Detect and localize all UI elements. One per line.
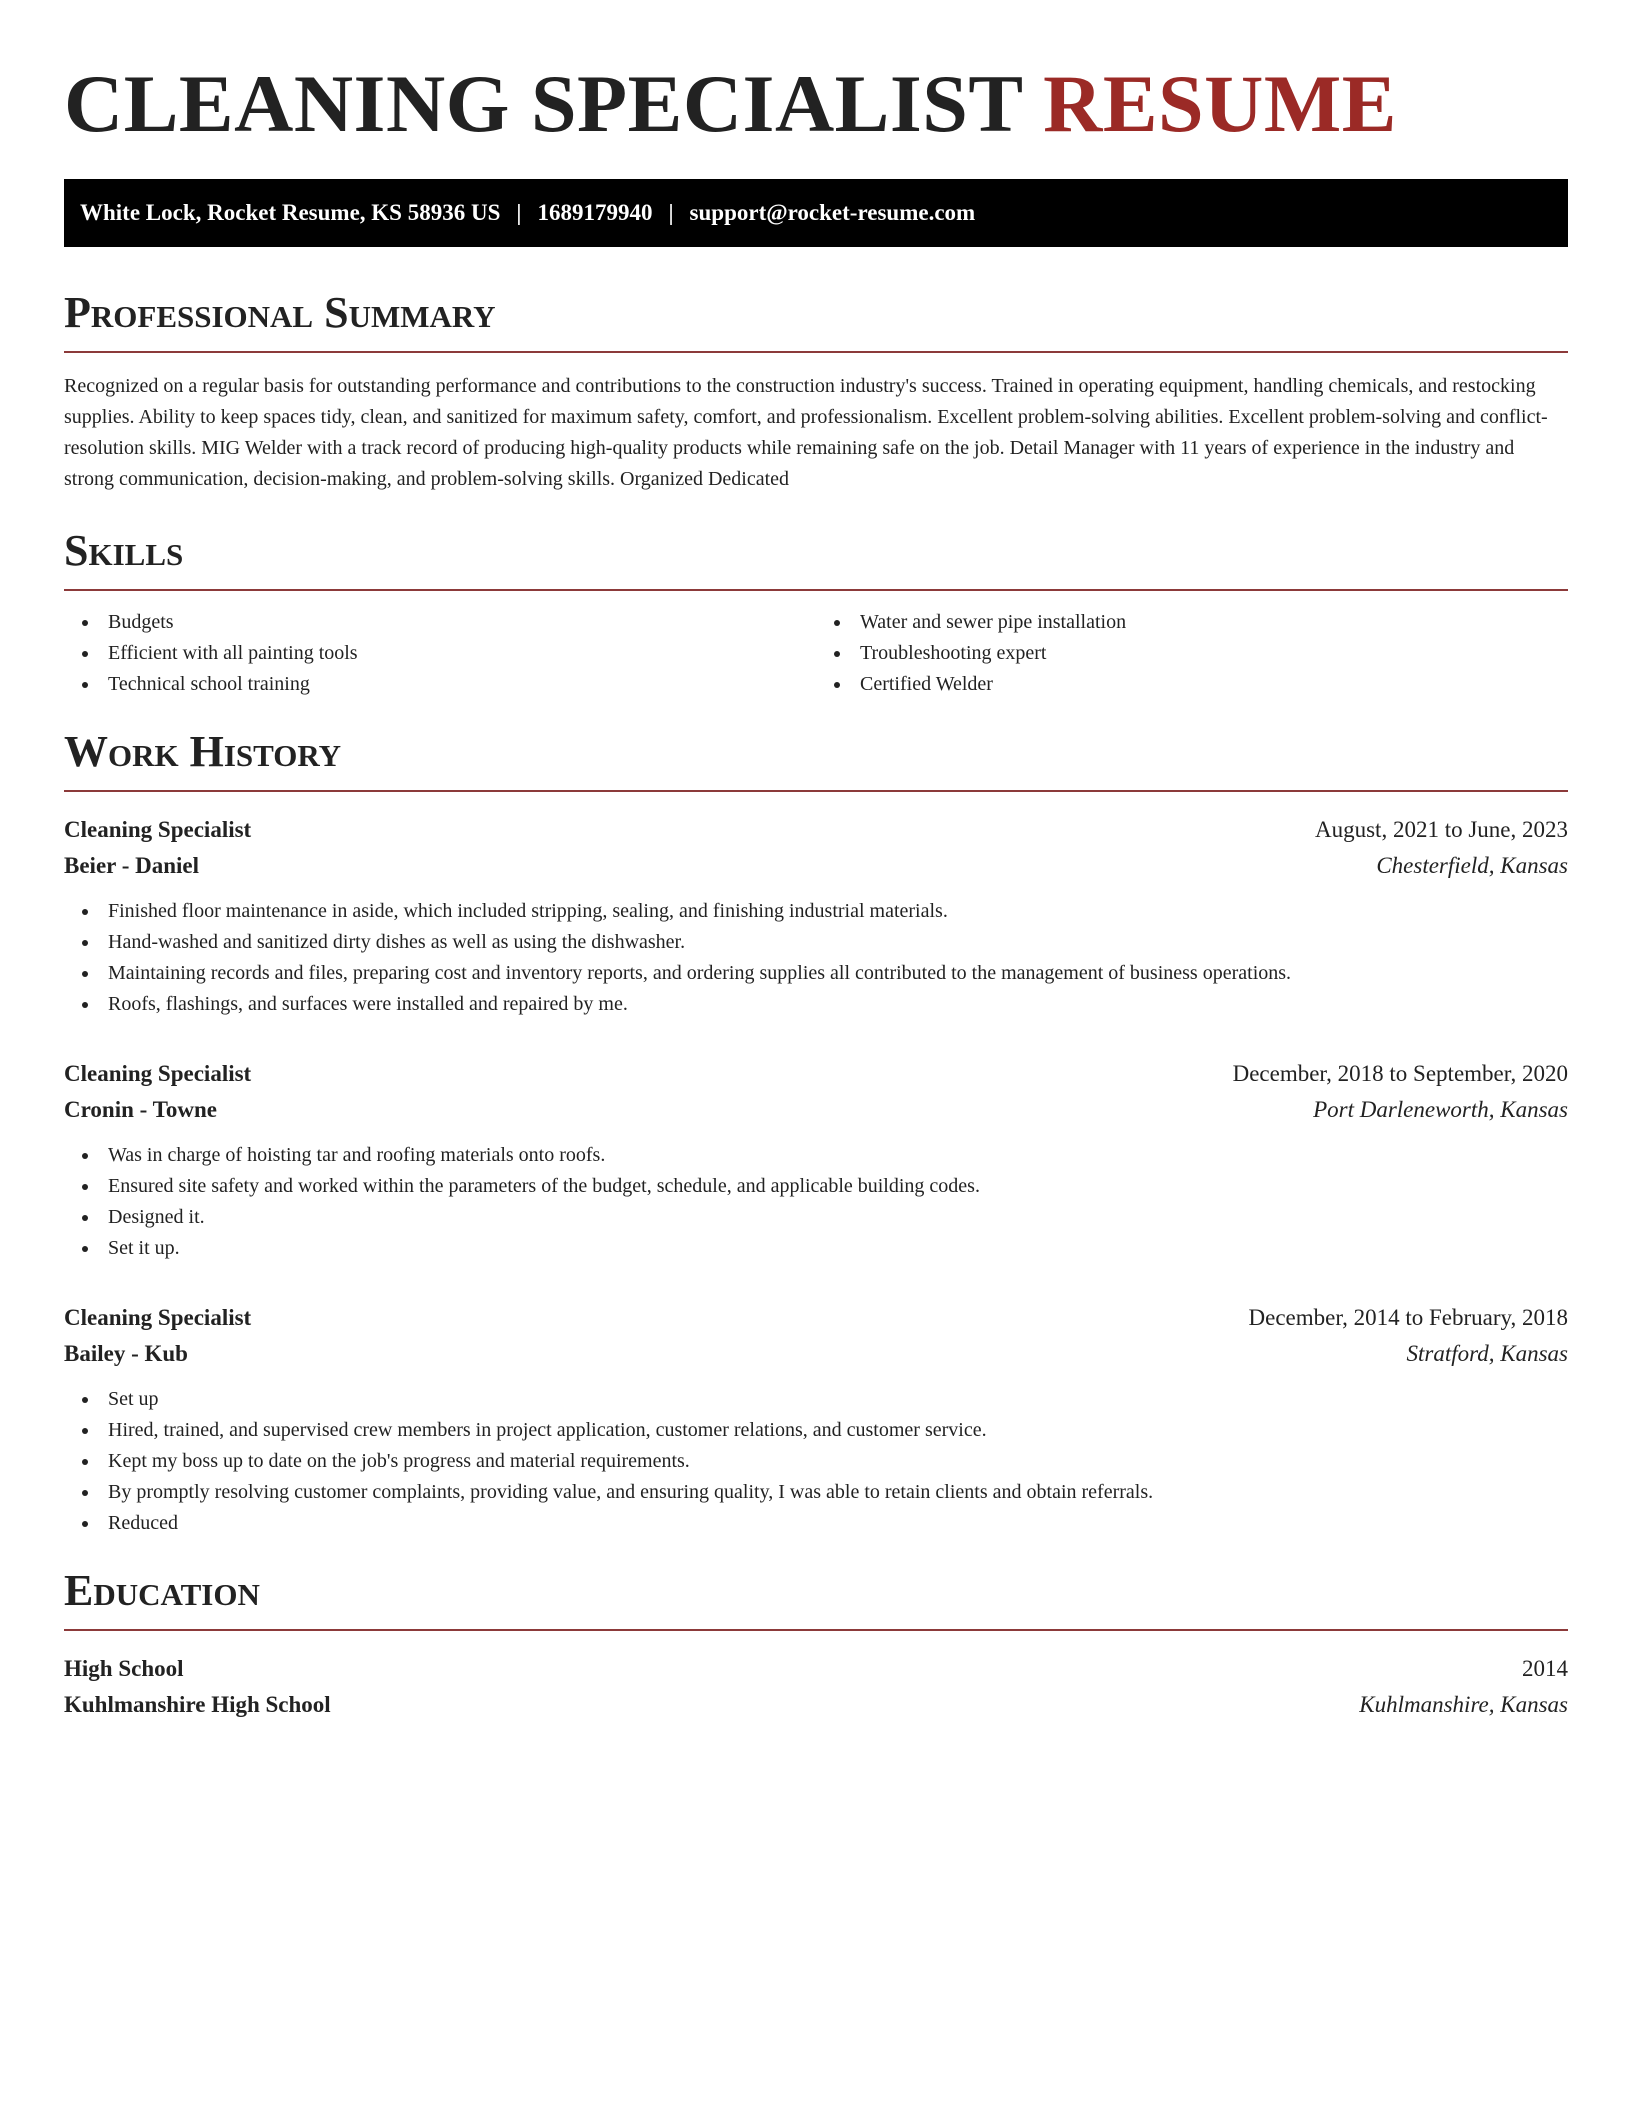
job-dates: December, 2014 to February, 2018 [1248, 1305, 1568, 1330]
skills-grid [64, 607, 1568, 700]
job-bullet: Ensured site safety and worked within the parameters of the budget, schedule, and applicable building codes. [64, 1171, 1568, 1202]
job-bullet: Kept my boss up to date on the job's progress and material requirements. [64, 1446, 1568, 1477]
skill-item: Certified Welder [816, 669, 1568, 700]
education-school: Kuhlmanshire High School [64, 1692, 331, 1717]
job-bullet: Hand-washed and sanitized dirty dishes as well as using the dishwasher. [64, 927, 1568, 958]
summary-text: Recognized on a regular basis for outstanding performance and contributions to the construction industry's success. Trained in operating equipment, handling chemicals, and restocking supplies. Ability to keep spaces tidy, clean, and sanitized for maximum safety, comfort, and professionalism. Excellent problem-solving abilities. Excellent problem-solving and conflict-resolution skills. MIG Welder with a track record of producing high-quality products while remaining safe on the job. Detail Manager with 11 years of experience in the industry and strong communication, decision-making, and problem-solving skills. Organized Dedicated [64, 375, 1548, 490]
job-location: Port Darleneworth, Kansas [1313, 1097, 1568, 1122]
contact-address: White Lock, Rocket Resume, KS 58936 US [80, 200, 501, 225]
job-company-row [64, 1336, 1568, 1372]
job-title-row [64, 812, 1568, 848]
skill-item: Efficient with all painting tools [64, 638, 816, 669]
job-company: Beier - Daniel [64, 853, 199, 878]
job-dates: August, 2021 to June, 2023 [1315, 817, 1568, 842]
education-school-row [64, 1687, 1568, 1723]
job-bullets [64, 1384, 1568, 1539]
job-bullet: Reduced [64, 1508, 1568, 1539]
education-entry [64, 1651, 1568, 1723]
skills-right-column [816, 607, 1568, 700]
job-title: Cleaning Specialist [64, 1305, 252, 1330]
job-bullet: By promptly resolving customer complaints, providing value, and ensuring quality, I was able to retain clients and obtain referrals. [64, 1477, 1568, 1508]
job-entry [64, 1300, 1568, 1539]
skills-left-column [64, 607, 816, 700]
education-year: 2014 [1522, 1656, 1568, 1681]
skill-item: Technical school training [64, 669, 816, 700]
job-entry [64, 812, 1568, 1020]
job-bullets [64, 896, 1568, 1020]
skill-item: Troubleshooting expert [816, 638, 1568, 669]
job-company-row [64, 848, 1568, 884]
education-heading: Education [64, 1565, 1568, 1631]
summary-heading: Professional Summary [64, 287, 1568, 353]
resume-title [64, 0, 1568, 152]
work-history-heading: Work History [64, 726, 1568, 792]
job-dates: December, 2018 to September, 2020 [1232, 1061, 1568, 1086]
title-main: CLEANING SPECIALIST [64, 58, 1023, 149]
contact-email: support@rocket-resume.com [689, 200, 976, 225]
skills-heading: Skills [64, 525, 1568, 591]
job-bullet: Set it up. [64, 1233, 1568, 1264]
job-location: Chesterfield, Kansas [1376, 853, 1568, 878]
job-bullets [64, 1140, 1568, 1264]
job-bullet: Finished floor maintenance in aside, which included stripping, sealing, and finishing industrial materials. [64, 896, 1568, 927]
contact-bar [64, 179, 1568, 247]
job-title-row [64, 1300, 1568, 1336]
job-bullet: Hired, trained, and supervised crew members in project application, customer relations, and customer service. [64, 1415, 1568, 1446]
contact-separator: | [668, 200, 674, 225]
job-bullet: Maintaining records and files, preparing cost and inventory reports, and ordering supplies all contributed to the management of business operations. [64, 958, 1568, 989]
job-location: Stratford, Kansas [1406, 1341, 1568, 1366]
job-bullet: Roofs, flashings, and surfaces were installed and repaired by me. [64, 989, 1568, 1020]
contact-separator: | [516, 200, 522, 225]
job-title: Cleaning Specialist [64, 817, 252, 842]
job-entry [64, 1056, 1568, 1264]
job-company-row [64, 1092, 1568, 1128]
job-bullet: Designed it. [64, 1202, 1568, 1233]
job-bullet: Set up [64, 1384, 1568, 1415]
skill-item: Water and sewer pipe installation [816, 607, 1568, 638]
job-title: Cleaning Specialist [64, 1061, 252, 1086]
title-accent: RESUME [1043, 58, 1397, 149]
education-degree: High School [64, 1656, 184, 1681]
education-degree-row [64, 1651, 1568, 1687]
job-title-row [64, 1056, 1568, 1092]
skill-item: Budgets [64, 607, 816, 638]
job-bullet: Was in charge of hoisting tar and roofing materials onto roofs. [64, 1140, 1568, 1171]
job-company: Bailey - Kub [64, 1341, 188, 1366]
education-location: Kuhlmanshire, Kansas [1359, 1692, 1568, 1717]
contact-phone: 1689179940 [537, 200, 653, 225]
job-company: Cronin - Towne [64, 1097, 217, 1122]
